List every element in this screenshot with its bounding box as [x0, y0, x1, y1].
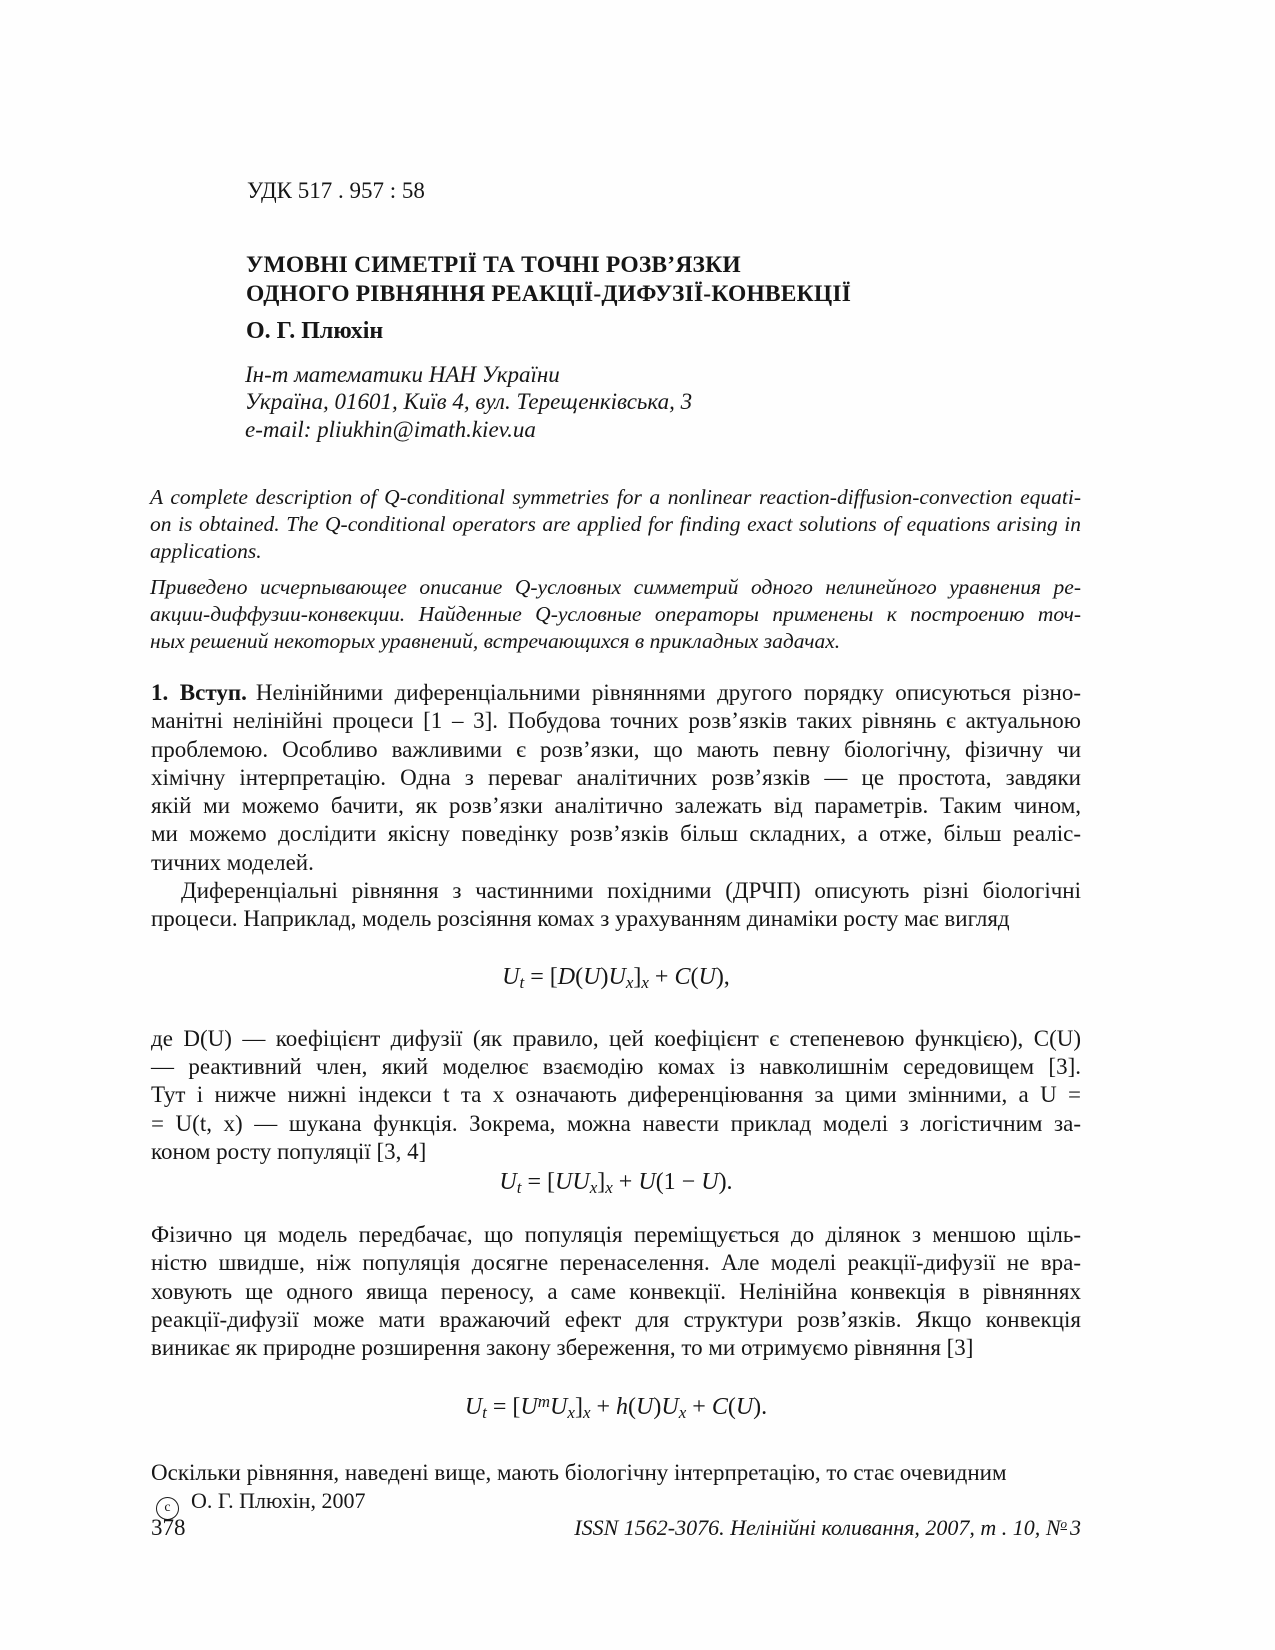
- display-equation: [151, 1166, 1081, 1204]
- text-line: виникає як природне розширення закону збереження, то ми отримуємо рівняння [3]: [151, 1335, 974, 1361]
- text-line: процеси. Наприклад, модель розсіяння комах з урахуванням динаміки росту має вигляд: [151, 906, 1010, 932]
- paragraph: [151, 877, 1081, 934]
- issue-number: 3: [1070, 1515, 1081, 1540]
- equation-segment: x: [625, 972, 634, 992]
- text-line: проблемою. Особливо важливими є розв’язки, що мають певну біологічну, фізичну чи: [151, 736, 1081, 762]
- equation-segment: (1 −: [655, 1169, 702, 1196]
- paragraph: [151, 1025, 1081, 1166]
- text-line: — реактивний член, який моделює взаємодію комах із навколишнім середовищем [3].: [151, 1053, 1081, 1079]
- equation-segment: U: [661, 1393, 679, 1420]
- equation-segment: UU: [555, 1169, 590, 1196]
- equation-segment: (: [628, 1393, 637, 1420]
- equation-segment: C: [711, 1393, 728, 1420]
- text-line: манітні нелінійні процеси [1 – 3]. Побудова точних розв’язків таких рівнянь є актуальною: [151, 708, 1081, 734]
- equation-segment: U: [698, 963, 716, 990]
- equation-segment: = [: [486, 1393, 521, 1420]
- udc-code: УДК 517 . 957 : 58: [247, 178, 425, 203]
- issue-ordinal: o: [1060, 1516, 1067, 1531]
- abstract-russian: [150, 574, 1081, 655]
- text-line: якій ми можемо бачити, як розв’язки аналітично залежать від параметрів. Таким чином,: [151, 793, 1081, 819]
- equation-segment: U: [550, 1393, 568, 1420]
- equation-segment: U: [701, 1169, 719, 1196]
- equation-segment: t: [519, 972, 525, 992]
- abstract-line: акции-диффузии-конвекции. Найденные Q-условные операторы применены к построению точ-: [150, 602, 1081, 626]
- affiliation-line: e-mail: pliukhin@imath.kiev.ua: [245, 416, 536, 442]
- equation-segment: U: [636, 1393, 654, 1420]
- equation-segment: x: [605, 1178, 613, 1198]
- equation-segment: +: [686, 1393, 712, 1420]
- equation-segment: ]: [633, 963, 642, 990]
- text-line: Фізично ця модель передбачає, що популяція переміщується до ділянок з меншою щіль-: [151, 1222, 1081, 1248]
- text-line: хімічну інтерпретацію. Одна з переваг аналітичних розв’язків — це простота, завдяки: [151, 764, 1081, 790]
- text-line: де D(U) — коефіцієнт дифузії (як правило, цей коефіцієнт є степеневою функцією), C(U): [151, 1025, 1081, 1051]
- equation-segment: ).: [718, 1169, 733, 1196]
- text-line: 1. Вступ. Нелінійними диференціальними рівняннями другого порядку описуються різно-: [151, 680, 1081, 705]
- equation-segment: U: [735, 1393, 754, 1420]
- title-line: УМОВНІ СИМЕТРІЇ ТА ТОЧНІ РОЗВ’ЯЗКИ: [246, 252, 741, 278]
- equation-segment: ): [600, 963, 609, 990]
- body-text: [151, 679, 1081, 1487]
- text-line: ховують ще одного явища переносу, а саме конвекції. Нелінійна конвекція в рівняннях: [151, 1278, 1081, 1304]
- equation-segment: (: [690, 963, 699, 990]
- equation-segment: x: [567, 1402, 575, 1422]
- display-equation: [151, 1386, 1081, 1429]
- equation-segment: m: [537, 1391, 551, 1411]
- paragraph: [151, 1459, 1081, 1487]
- equation-segment: C: [674, 963, 691, 990]
- equation-segment: ),: [715, 963, 730, 990]
- abstract-line: on is obtained. The Q-conditional operators are applied for finding exact solutions of equations arising in: [150, 512, 1081, 536]
- equation-segment: +: [648, 963, 675, 990]
- equation-segment: +: [612, 1169, 639, 1196]
- equation-segment: ]: [574, 1393, 583, 1420]
- text-line: ми можемо дослідити якісну поведінку розв’язків більш складних, а отже, більш реаліс-: [151, 821, 1081, 847]
- paper-title: [246, 251, 851, 308]
- abstract-line: A complete description of Q-conditional symmetries for a nonlinear reaction-diffusion-convection equati-: [150, 485, 1081, 509]
- copyright-text: О. Г. Плюхін, 2007: [191, 1488, 366, 1513]
- journal-line: [574, 1515, 1081, 1541]
- journal-text: ISSN 1562-3076. Нелінійні коливання, 2007, т . 10,: [574, 1515, 1046, 1540]
- equation-segment: (: [575, 963, 584, 990]
- equation-segment: x: [589, 1178, 598, 1198]
- text-line: ністю швидше, ніж популяція досягне перенаселення. Але моделі реакції-дифузії не вра-: [151, 1250, 1081, 1276]
- paragraph: [151, 1221, 1081, 1362]
- text-line: Диференціальні рівняння з частинними похідними (ДРЧП) описують різні біологічні: [181, 878, 1081, 904]
- issue-letter: N: [1045, 1515, 1061, 1540]
- equation-segment: U: [583, 963, 601, 990]
- equation-segment: (: [727, 1393, 736, 1420]
- affiliation-line: Україна, 01601, Київ 4, вул. Терещенківська, 3: [245, 389, 693, 415]
- equation-segment: x: [641, 972, 649, 992]
- equation-segment: x: [582, 1402, 591, 1422]
- display-equation: [151, 961, 1081, 999]
- affiliation-line: Ін-т математики НАН України: [245, 362, 560, 387]
- equation-segment: U: [638, 1169, 656, 1196]
- author-name: О. Г. Плюхін: [246, 318, 384, 344]
- equation-segment: U: [520, 1393, 538, 1420]
- text-line: реакції-дифузії може мати вражаючий ефект для структури розв’язків. Якщо конвекція: [151, 1307, 1081, 1333]
- equation-segment: +: [590, 1393, 617, 1420]
- equation-segment: = [: [524, 963, 558, 990]
- equation-segment: t: [516, 1178, 522, 1198]
- abstract-line: applications.: [150, 539, 262, 563]
- equation-segment: ).: [753, 1393, 768, 1420]
- paragraph: [151, 679, 1081, 877]
- title-line: ОДНОГО РІВНЯННЯ РЕАКЦІЇ-ДИФУЗІЇ-КОНВЕКЦІЇ: [246, 280, 852, 307]
- equation-segment: t: [482, 1402, 487, 1422]
- abstract-line: ных решений некоторых уравнений, встречающихся в прикладных задачах.: [150, 629, 841, 653]
- equation-segment: ]: [597, 1169, 606, 1196]
- equation-segment: x: [678, 1402, 687, 1422]
- abstract-line: Приведено исчерпывающее описание Q-условных симметрий одного нелинейного уравнения ре-: [150, 575, 1081, 599]
- equation-segment: U: [499, 1169, 517, 1196]
- footer-row: [151, 1515, 1081, 1541]
- copyright-symbol: c: [164, 1500, 171, 1515]
- section-heading: 1. Вступ.: [151, 680, 247, 705]
- equation-segment: D: [557, 963, 576, 990]
- text-line: тичних моделей.: [151, 849, 314, 875]
- equation-segment: U: [608, 963, 626, 990]
- text-line: Оскільки рівняння, наведені вище, мають біологічну інтерпретацію, то стає очевидним: [151, 1459, 1007, 1485]
- text-line: Тут і нижче нижні індекси t та x означають диференціювання за цими змінними, а U =: [151, 1082, 1081, 1108]
- equation-segment: U: [464, 1393, 483, 1420]
- text-line: = U(t, x) — шукана функція. Зокрема, можна навести приклад моделі з логістичним за-: [151, 1110, 1081, 1136]
- text-line: коном росту популяції [3, 4]: [151, 1138, 427, 1164]
- equation-segment: ): [653, 1393, 662, 1420]
- page-number: 378: [151, 1515, 186, 1540]
- equation-segment: U: [502, 963, 520, 990]
- equation-segment: = [: [521, 1169, 556, 1196]
- affiliation: [245, 361, 692, 443]
- abstract-english: [150, 484, 1081, 565]
- equation-segment: h: [616, 1393, 629, 1420]
